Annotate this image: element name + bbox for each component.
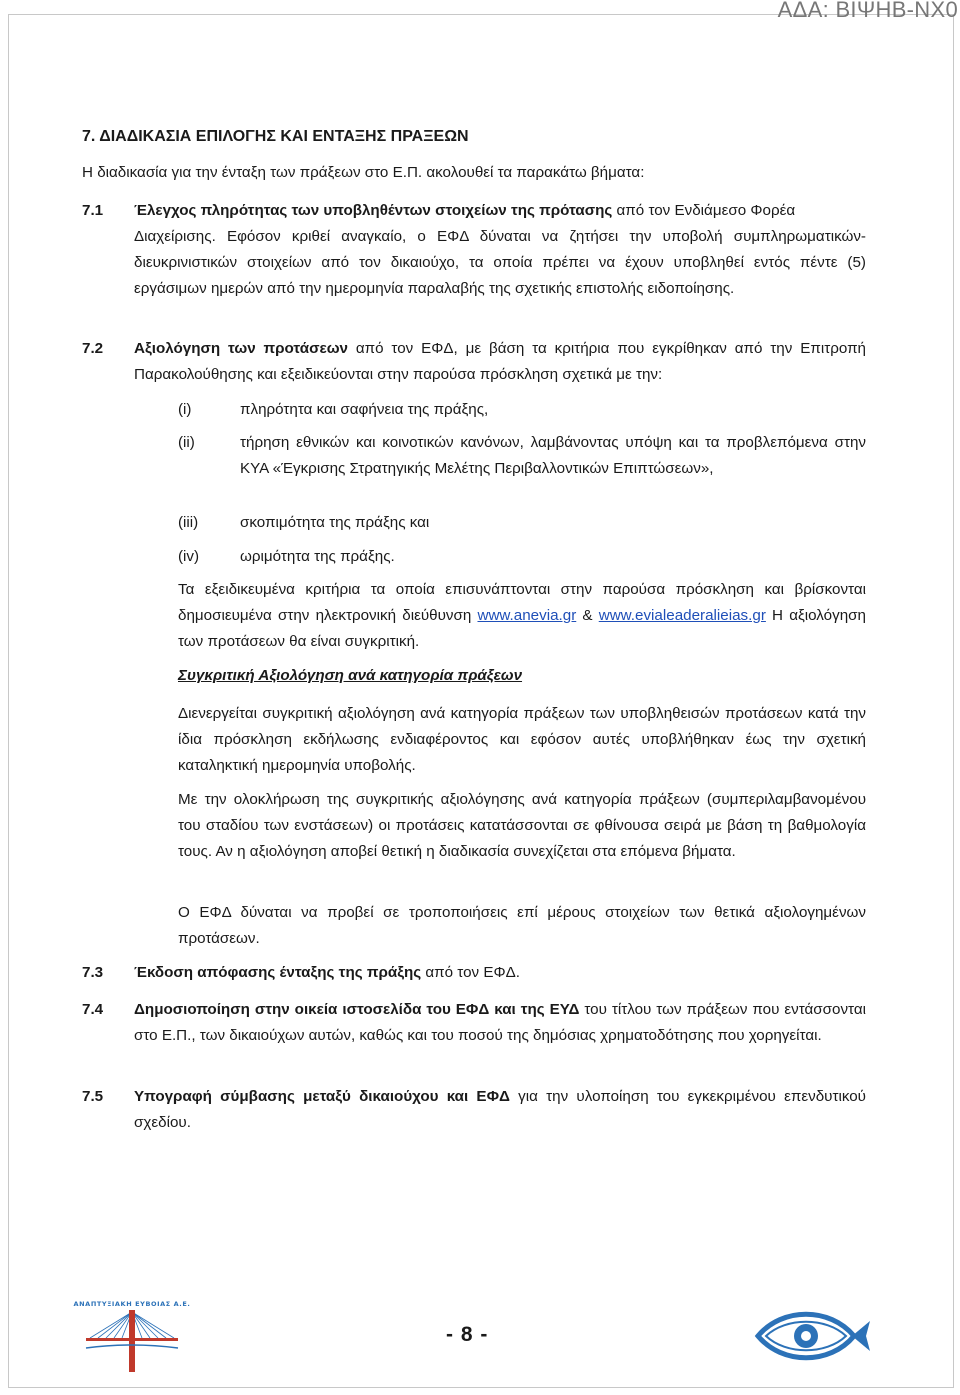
s71-body: Διαχείρισης. Εφόσον κριθεί αναγκαίο, ο ΕΦΔ δύναται να ζητήσει την υποβολή συμπληρωματικών-διευκρινιστικών στοιχείων από τον δικαιούχο, τα οποία πρέπει να έχουν υποβληθεί εντός πέντε (5) εργάσιμων ημερών από την ημερομηνία παραλαβής της σχετικής επιστολής ειδοποίησης. — [134, 228, 866, 297]
evia-leader-logo — [752, 1303, 872, 1369]
s74-rest: του τίτλου των πράξεων που εντάσσονται στο Ε.Π., των δικαιούχων αυτών, καθώς και του ποσού της δημόσιας χρηματοδότησης που χορηγείται. — [134, 1001, 866, 1044]
criteria-post: Η αξιολόγηση των προτάσεων θα είναι συγκριτική. — [178, 607, 866, 650]
s72-intro — [134, 336, 866, 388]
s74-text — [134, 997, 866, 1049]
s72-bold: Αξιολόγηση των προτάσεων — [134, 340, 348, 357]
list-item-i: πληρότητα και σαφήνεια της πράξης, — [240, 401, 489, 418]
s71-first-rest: από τον Ενδιάμεσο Φορέα — [612, 202, 796, 219]
list-number-iii: (iii) — [178, 514, 199, 531]
page-number: - 8 - — [446, 1323, 489, 1346]
s72-rest: από τον ΕΦΔ, με βάση τα κριτήρια που εγκρίθηκαν από την Επιτροπή Παρακολούθησης και εξειδικεύονται στην παρούσα πρόσκληση σχετικά με την: — [134, 340, 866, 383]
comparative-para-3: Ο ΕΦΔ δύναται να προβεί σε τροποποιήσεις επί μέρους στοιχείων των θετικά αξιολογημένων προτάσεων. — [178, 904, 866, 947]
s73-rest: από τον ΕΦΔ. — [421, 964, 520, 981]
s72-number: 7.2 — [82, 340, 104, 357]
list-number-iv: (iv) — [178, 548, 200, 565]
s74-bold: Δημοσιοποίηση στην οικεία ιστοσελίδα του ΕΦΔ και της ΕΥΔ — [134, 1001, 580, 1018]
list-number-i: (i) — [178, 401, 192, 418]
bridge-icon — [73, 1298, 191, 1376]
s73-bold: Έκδοση απόφασης ένταξης της πράξης — [134, 964, 422, 981]
criteria-amp: & — [576, 607, 599, 624]
s75-text — [134, 1084, 866, 1136]
s75-rest: για την υλοποίηση του εγκεκριμένου επενδυτικού σχεδίου. — [134, 1088, 866, 1131]
s71-first-line — [134, 198, 866, 224]
s73-text — [134, 960, 866, 986]
logo-text: ΑΝΑΠΤΥΞΙΑΚΗ ΕΥΒΟΙΑΣ Α.Ε. — [73, 1300, 191, 1308]
s74-number: 7.4 — [82, 1001, 104, 1018]
criteria-paragraph — [178, 577, 866, 655]
criteria-pre: Τα εξειδικευμένα κριτήρια τα οποία επισυνάπτονται στην παρούσα πρόσκληση και βρίσκονται δημοσιευμένα στην ηλεκτρονική διεύθυνση — [178, 581, 866, 624]
list-item-ii: τήρηση εθνικών και κοινοτικών κανόνων, λαμβάνοντας υπόψη και τα προβλεπόμενα στην ΚΥΑ «Έγκρισης Στρατηγικής Μελέτης Περιβαλλοντικών Επιπτώσεων», — [240, 434, 866, 477]
intro-text: Η διαδικασία για την ένταξη των πράξεων στο Ε.Π. ακολουθεί τα παρακάτω βήματα: — [82, 164, 645, 181]
s73-number: 7.3 — [82, 964, 104, 981]
list-item-iv: ωριμότητα της πράξης. — [240, 548, 395, 565]
s75-bold: Υπογραφή σύμβασης μεταξύ δικαιούχου και ΕΦΔ — [134, 1088, 510, 1105]
s71-bold: Έλεγχος πληρότητας των υποβληθέντων στοιχείων της πρότασης — [134, 202, 613, 219]
link-evialeader[interactable]: www.evialeaderalieias.gr — [598, 607, 766, 624]
anaptyxiaki-evoias-logo — [73, 1298, 191, 1376]
comparative-para-1: Διενεργείται συγκριτική αξιολόγηση ανά κατηγορία πράξεων των υποβληθεισών προτάσεων κατά την ίδια πρόσκληση εκδήλωσης ενδιαφέροντος και εφόσον αυτές υποβλήθηκαν έως την σχετική καταληκτική ημερομηνία υποβολής. — [178, 705, 866, 774]
s71-number: 7.1 — [82, 202, 104, 219]
ada-code: ΑΔΑ: ΒΙΨΗΒ-ΝΧ0 — [777, 0, 958, 22]
link-anevia[interactable]: www.anevia.gr — [477, 607, 577, 624]
s75-number: 7.5 — [82, 1088, 104, 1105]
section-title: 7. ΔΙΑΔΙΚΑΣΙΑ ΕΠΙΛΟΓΗΣ ΚΑΙ ΕΝΤΑΞΗΣ ΠΡΑΞΕΩΝ — [82, 128, 469, 145]
sub-heading: Συγκριτική Αξιολόγηση ανά κατηγορία πράξεων — [178, 667, 523, 684]
fish-eye-icon — [752, 1303, 872, 1369]
list-number-ii: (ii) — [178, 434, 195, 451]
list-item-iii: σκοπιμότητα της πράξης και — [240, 514, 430, 531]
comparative-para-2: Με την ολοκλήρωση της συγκριτικής αξιολόγησης ανά κατηγορία πράξεων (συμπεριλαμβανομένου του σταδίου των ενστάσεων) οι προτάσεις κατατάσσονται σε φθίνουσα σειρά με βάση τη βαθμολογία τους. Αν η αξιολόγηση αποβεί θετική η διαδικασία συνεχίζεται στα επόμενα βήματα. — [178, 791, 866, 860]
